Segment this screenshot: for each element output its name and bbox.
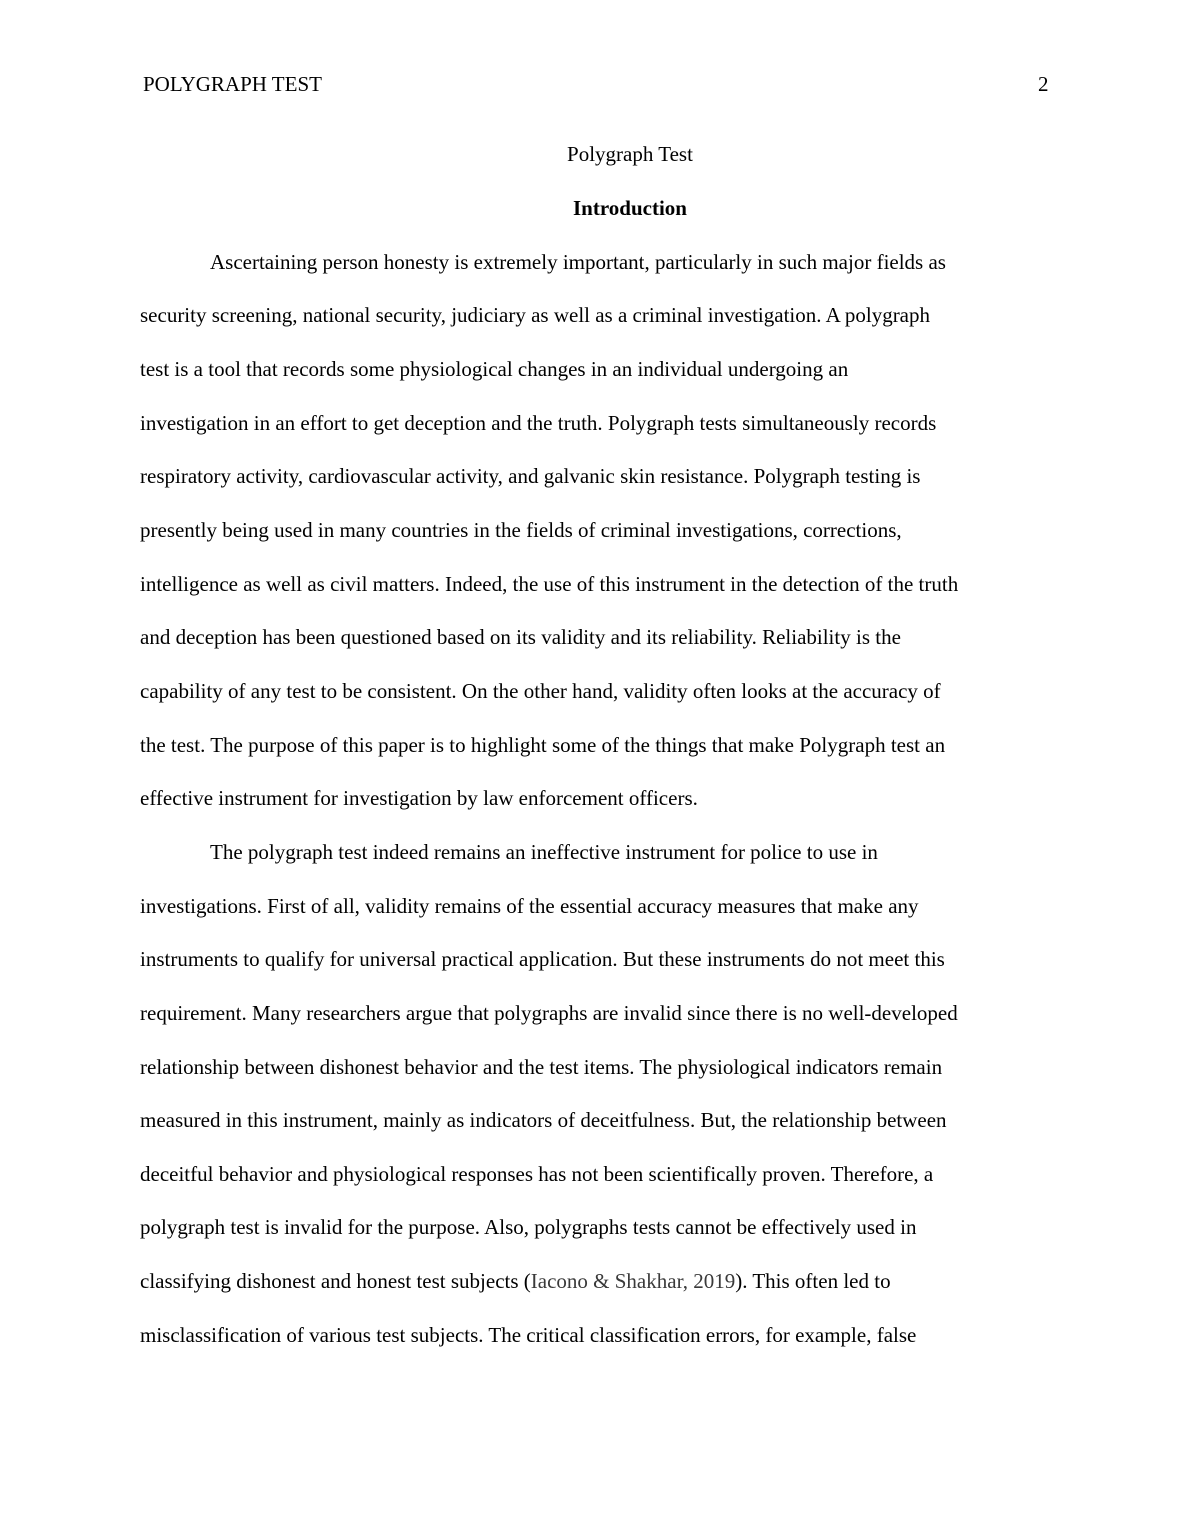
text-line: polygraph test is invalid for the purpose. Also, polygraphs tests cannot be effectively used in (140, 1215, 917, 1239)
in-text-citation: Iacono & Shakhar, 2019 (530, 1269, 736, 1293)
text-line-with-citation (140, 1268, 891, 1294)
text-segment: classifying dishonest and honest test subjects ( (140, 1269, 531, 1293)
text-line: instruments to qualify for universal practical application. But these instruments do not meet this (140, 947, 945, 971)
text-line: deceitful behavior and physiological responses has not been scientifically proven. Therefore, a (140, 1162, 934, 1186)
text-line: The polygraph test indeed remains an ineffective instrument for police to use in (210, 840, 878, 864)
text-line: requirement. Many researchers argue that polygraphs are invalid since there is no well-developed (140, 1001, 958, 1025)
running-head: POLYGRAPH TEST (143, 72, 322, 96)
text-line: relationship between dishonest behavior and the test items. The physiological indicators remain (140, 1055, 943, 1079)
text-line: test is a tool that records some physiological changes in an individual undergoing an (140, 357, 849, 381)
text-line: capability of any test to be consistent. On the other hand, validity often looks at the accuracy of (140, 679, 941, 703)
text-line: Ascertaining person honesty is extremely important, particularly in such major fields as (210, 250, 946, 274)
text-segment: ). This often led to (735, 1269, 891, 1293)
section-heading: Introduction (573, 196, 687, 220)
document-title: Polygraph Test (567, 142, 693, 166)
text-line: effective instrument for investigation by law enforcement officers. (140, 786, 698, 810)
text-line: misclassification of various test subjects. The critical classification errors, for example, false (140, 1323, 917, 1347)
text-line: presently being used in many countries in the fields of criminal investigations, corrections, (140, 518, 902, 542)
text-line: the test. The purpose of this paper is to highlight some of the things that make Polygraph test an (140, 733, 946, 757)
text-line: respiratory activity, cardiovascular activity, and galvanic skin resistance. Polygraph testing is (140, 464, 921, 488)
text-line: investigations. First of all, validity remains of the essential accuracy measures that make any (140, 894, 919, 918)
text-line: security screening, national security, judiciary as well as a criminal investigation. A polygraph (140, 303, 931, 327)
text-line: and deception has been questioned based on its validity and its reliability. Reliability is the (140, 625, 901, 649)
text-line: intelligence as well as civil matters. Indeed, the use of this instrument in the detection of the truth (140, 572, 959, 596)
text-line: investigation in an effort to get deception and the truth. Polygraph tests simultaneously records (140, 411, 937, 435)
page-number: 2 (1038, 72, 1049, 96)
text-line: measured in this instrument, mainly as indicators of deceitfulness. But, the relationship between (140, 1108, 947, 1132)
